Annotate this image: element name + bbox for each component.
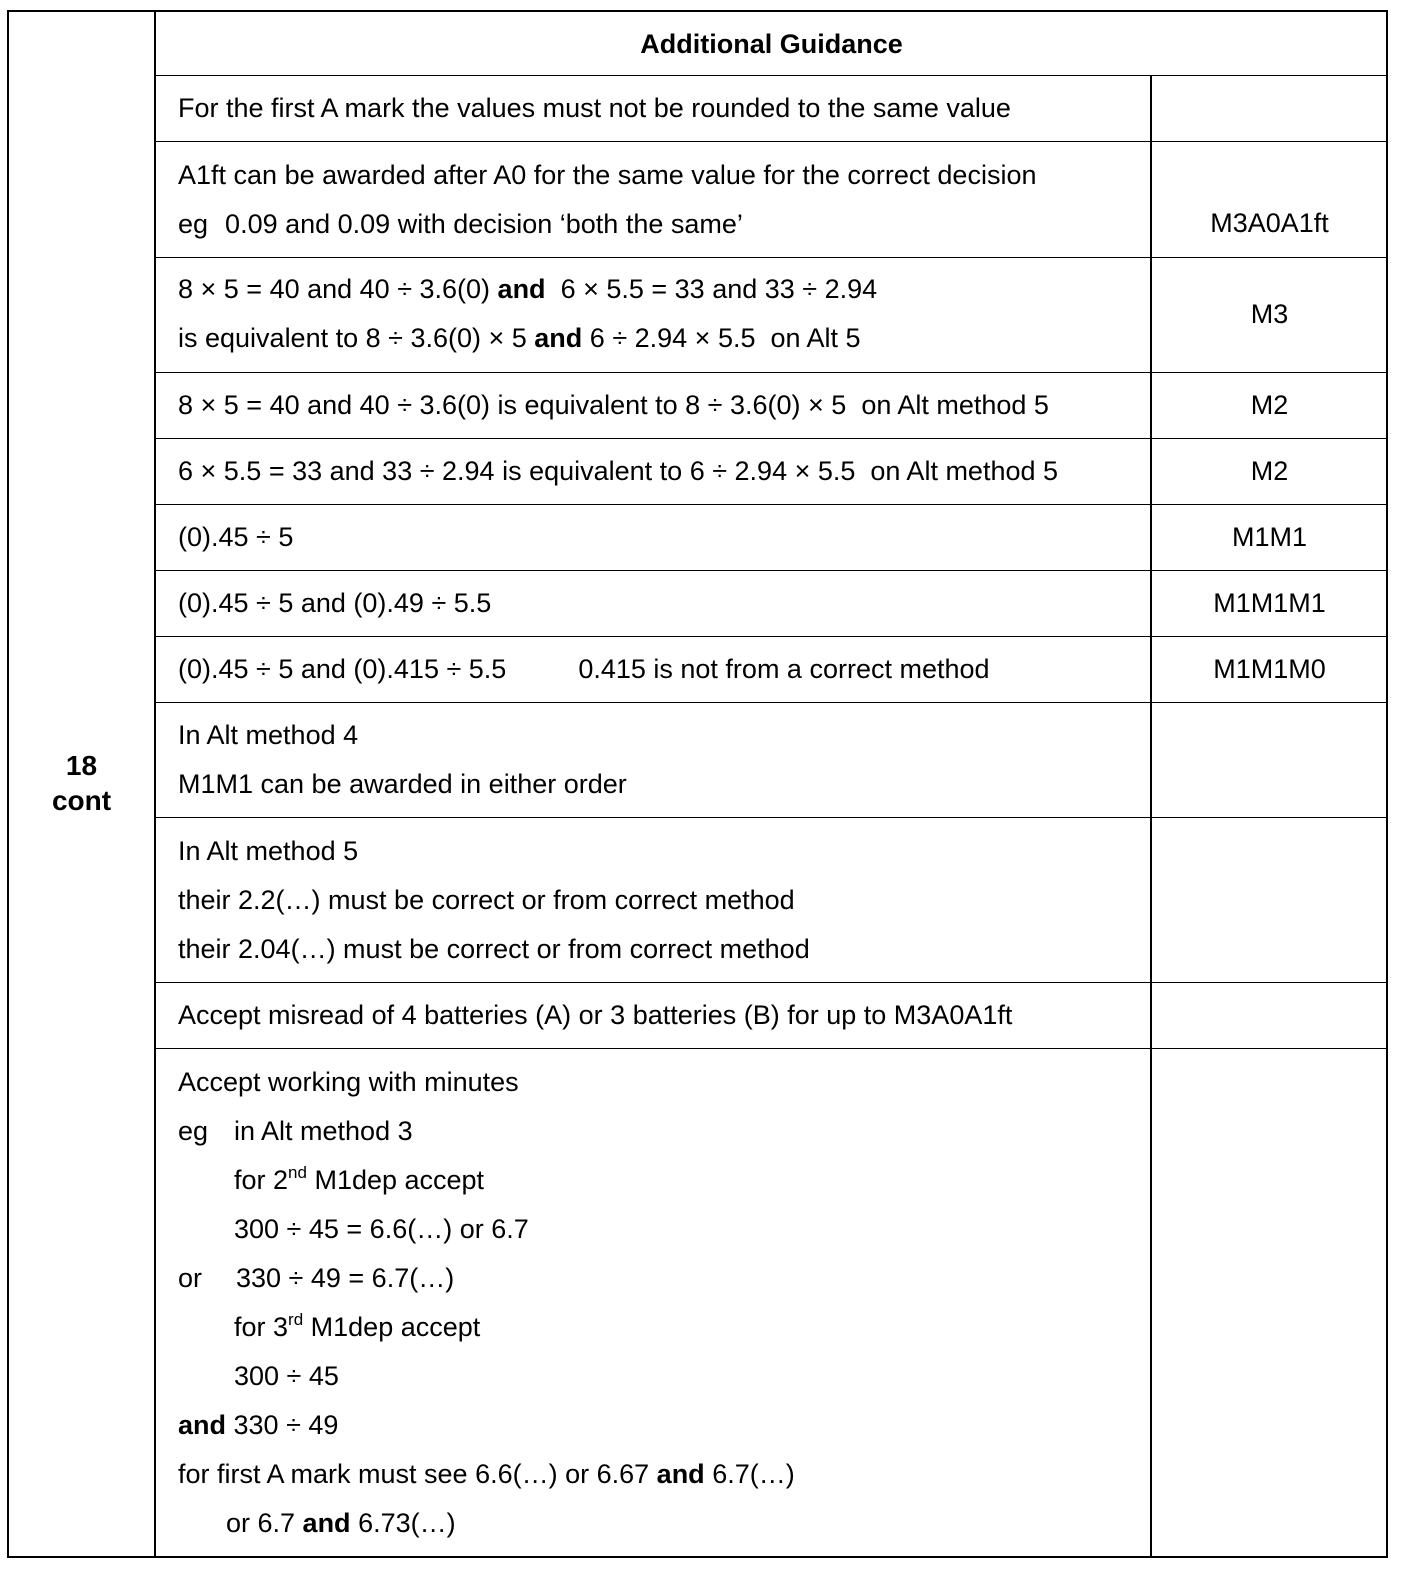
emphasis-and: and: [656, 1459, 705, 1489]
divider-row: [154, 1048, 1388, 1049]
mark-value: M1M1M1: [1213, 588, 1326, 618]
guidance-text: 6 × 5.5 = 33 and 33 ÷ 2.94 is equivalent to 6 ÷ 2.94 × 5.5 on Alt method 5: [178, 456, 1059, 486]
divider-row: [154, 372, 1388, 373]
mark-value: M1M1: [1231, 522, 1307, 552]
mark-value: M1M1M0: [1213, 654, 1326, 684]
emphasis-and: and: [534, 323, 583, 353]
divider-row: [154, 570, 1388, 571]
question-number: [8, 748, 155, 818]
divider-row: [154, 982, 1388, 983]
divider-row: [154, 636, 1388, 637]
border-bottom: [7, 1556, 1388, 1558]
guidance-text: 6 × 5.5 = 33 and 33 ÷ 2.94: [545, 274, 878, 304]
guidance-text: their 2.04(…) must be correct or from correct method: [178, 934, 810, 964]
guidance-text: 6.7(…): [704, 1459, 795, 1489]
guidance-text: 6 ÷ 2.94 × 5.5 on Alt 5: [582, 323, 861, 353]
ordinal-suffix: rd: [288, 1310, 304, 1329]
guidance-text: for 3: [234, 1312, 289, 1342]
table-header: Additional Guidance: [640, 28, 903, 59]
guidance-text: In Alt method 4: [178, 720, 359, 750]
guidance-note: 0.415 is not from a correct method: [578, 654, 990, 684]
guidance-text: For the first A mark the values must not be rounded to the same value: [178, 93, 1011, 123]
guidance-text: their 2.2(…) must be correct or from correct method: [178, 885, 795, 915]
eg-label: eg: [178, 209, 209, 239]
guidance-text: (0).45 ÷ 5: [178, 522, 294, 552]
guidance-row-8: [178, 645, 990, 694]
guidance-text: 330 ÷ 49: [226, 1410, 339, 1440]
guidance-row-2: [178, 151, 1036, 249]
emphasis-and: and: [178, 1410, 227, 1440]
divider-row: [154, 702, 1388, 703]
guidance-row-1: [178, 84, 1011, 133]
guidance-text: 6.73(…): [350, 1508, 456, 1538]
divider-row: [154, 504, 1388, 505]
guidance-text: 300 ÷ 45 = 6.6(…) or 6.7: [234, 1214, 529, 1244]
guidance-example: [178, 200, 1036, 249]
mark-value: M3A0A1ft: [1210, 208, 1329, 238]
guidance-text: In Alt method 5: [178, 836, 359, 866]
guidance-row-7: [178, 579, 491, 628]
mark-value: M3: [1250, 299, 1289, 329]
guidance-text: (0).45 ÷ 5 and (0).415 ÷ 5.5: [178, 654, 507, 684]
or-label: or: [178, 1263, 203, 1293]
guidance-text: 8 × 5 = 40 and 40 ÷ 3.6(0): [178, 274, 498, 304]
mark-value: M2: [1250, 456, 1289, 486]
guidance-row-3: [178, 265, 877, 363]
guidance-text: 8 × 5 = 40 and 40 ÷ 3.6(0) is equivalent to 8 ÷ 3.6(0) × 5 on Alt method 5: [178, 390, 1049, 420]
divider-row: [154, 141, 1388, 142]
eg-label: eg: [178, 1116, 209, 1146]
border-right: [1386, 10, 1388, 1558]
guidance-row-10: [178, 827, 810, 974]
guidance-text: 0.09 and 0.09 with decision ‘both the same’: [225, 209, 743, 239]
guidance-text: in Alt method 3: [234, 1116, 413, 1146]
divider-row: [154, 438, 1388, 439]
mark-value: M2: [1250, 390, 1289, 420]
guidance-row-11: [178, 991, 1012, 1040]
guidance-text: 330 ÷ 49 = 6.7(…): [236, 1263, 455, 1293]
guidance-text: M1M1 can be awarded in either order: [178, 769, 627, 799]
guidance-text: (0).45 ÷ 5 and (0).49 ÷ 5.5: [178, 588, 492, 618]
guidance-row-12: [178, 1058, 795, 1548]
guidance-row-4: [178, 381, 1049, 430]
guidance-text: for first A mark must see 6.6(…) or 6.67: [178, 1459, 657, 1489]
guidance-text: M1dep accept: [306, 1165, 485, 1195]
divider-row: [154, 257, 1388, 258]
emphasis-and: and: [497, 274, 546, 304]
guidance-text: for 2: [234, 1165, 289, 1195]
guidance-text: is equivalent to 8 ÷ 3.6(0) × 5: [178, 323, 535, 353]
guidance-row-5: [178, 447, 1058, 496]
guidance-text: 300 ÷ 45: [234, 1361, 339, 1391]
guidance-text: A1ft can be awarded after A0 for the same value for the correct decision: [178, 160, 1037, 190]
guidance-row-6: [178, 513, 293, 562]
question-number-suffix: cont: [51, 785, 112, 816]
guidance-row-9: [178, 711, 627, 809]
ordinal-suffix: nd: [288, 1163, 307, 1182]
guidance-text: or 6.7: [226, 1508, 303, 1538]
guidance-text: Accept misread of 4 batteries (A) or 3 batteries (B) for up to M3A0A1ft: [178, 1000, 1013, 1030]
emphasis-and: and: [302, 1508, 351, 1538]
guidance-text: Accept working with minutes: [178, 1067, 519, 1097]
guidance-text: M1dep accept: [303, 1312, 481, 1342]
divider-row: [154, 817, 1388, 818]
question-number-value: 18: [65, 750, 98, 781]
